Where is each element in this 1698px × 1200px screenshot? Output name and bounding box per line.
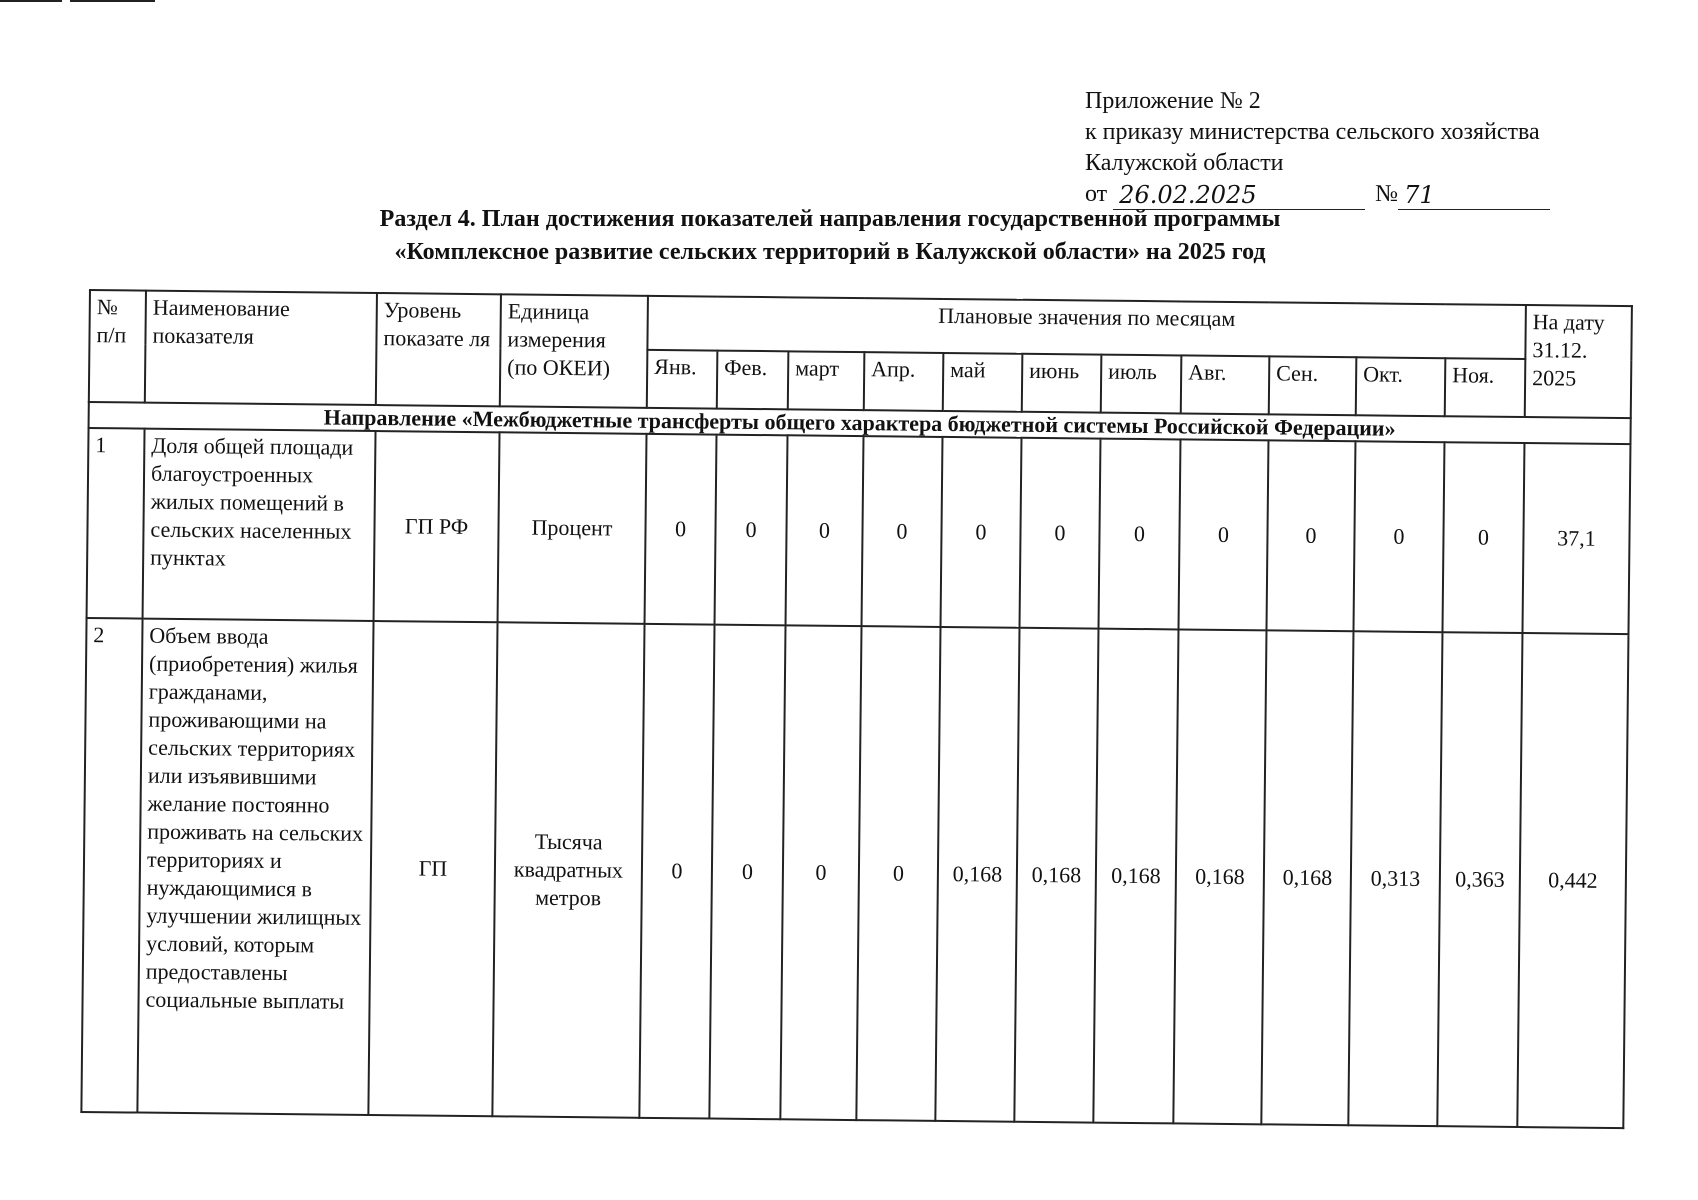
row-2-value: 0 (639, 624, 714, 1119)
row-2-unit: Тысяча квадратных метров (492, 622, 644, 1118)
order-number: 71 (1398, 181, 1550, 210)
row-2-value: 0,313 (1348, 631, 1442, 1126)
month-header: июнь (1022, 354, 1102, 413)
header-final-date: На дату 31.12. 2025 (1525, 305, 1632, 418)
row-1-name: Доля общей площади благоустроенных жилых помещений в сельских населенных пунктах (143, 429, 376, 621)
header-level: Уровень показате ля (376, 293, 501, 406)
row-1-level: ГП РФ (374, 431, 500, 622)
row-2-value: 0 (856, 626, 940, 1121)
row-2-value: 0,168 (935, 627, 1019, 1122)
month-header: июль (1101, 355, 1182, 414)
row-2-value: 0 (780, 625, 861, 1120)
appendix-line-2: к приказу министерства сельского хозяйства (1085, 119, 1540, 145)
row-1-value: 0 (862, 436, 943, 627)
row-2-value: 0,168 (1261, 630, 1353, 1125)
row-2-level: ГП (368, 621, 497, 1116)
month-header: Окт. (1356, 357, 1446, 416)
row-1-num: 1 (87, 428, 145, 619)
row-2-value: 0,363 (1437, 632, 1522, 1127)
header-monthly: Плановые значения по месяцам (647, 296, 1526, 359)
month-header: Янв. (647, 350, 718, 409)
row-2-name: Объем ввода (приобретения) жилья гражданами, проживающими на сельских территориях или изъявившими желание постоянно проживать на сельских территориях и нуждающимися в улучшении жилищных условий, которым предоставлены социальные выплаты (137, 619, 373, 1115)
row-1-final: 37,1 (1522, 443, 1630, 634)
number-label: № (1375, 181, 1399, 207)
appendix-line-3: Калужской области (1085, 150, 1284, 176)
header-name: Наименование показателя (145, 291, 377, 405)
header-unit: Единица измерения (по ОКЕИ) (500, 294, 648, 408)
row-2-value: 0,168 (1093, 629, 1178, 1124)
month-header: Фев. (717, 351, 789, 410)
row-1-value: 0 (941, 437, 1022, 628)
scan-corner-marks (0, 0, 160, 4)
header-num: № п/п (89, 290, 146, 403)
appendix-line-1: Приложение № 2 (1085, 88, 1261, 114)
row-1-value: 0 (645, 434, 717, 625)
title-line-2: «Комплексное развитие сельских территорий в Калужской области» на 2025 год (394, 239, 1266, 265)
row-1-value: 0 (1353, 441, 1444, 632)
from-label: от (1085, 181, 1108, 207)
row-1-unit: Процент (498, 432, 647, 624)
row-1-value: 0 (1442, 442, 1524, 633)
row-1-value: 0 (1098, 439, 1180, 630)
row-1-value: 0 (715, 435, 788, 626)
indicators-table (80, 289, 1633, 1129)
month-header: Авг. (1181, 355, 1270, 414)
row-1-value: 0 (1266, 440, 1355, 631)
row-2-final: 0,442 (1517, 633, 1628, 1128)
month-header: Апр. (864, 352, 944, 411)
row-1-value: 0 (1178, 439, 1268, 630)
row-1-value: 0 (786, 435, 864, 626)
appendix-block (1085, 86, 1550, 210)
month-header: Ноя. (1445, 358, 1526, 417)
order-date: 26.02.2025 (1113, 181, 1365, 210)
row-2-num: 2 (81, 618, 142, 1113)
row-2-value: 0,168 (1173, 629, 1266, 1124)
page-title (300, 203, 1360, 269)
direction-row: Направление «Межбюджетные трансферты общего характера бюджетной системы Российской Федерации» (89, 402, 1631, 444)
row-2-value: 0 (709, 625, 785, 1120)
month-header: март (788, 351, 865, 410)
title-line-1: Раздел 4. План достижения показателей направления государственной программы (379, 206, 1281, 232)
row-1-value: 0 (1020, 438, 1101, 629)
month-header: Сен. (1269, 356, 1357, 415)
row-2-value: 0,168 (1014, 628, 1098, 1123)
month-header: май (943, 353, 1023, 412)
